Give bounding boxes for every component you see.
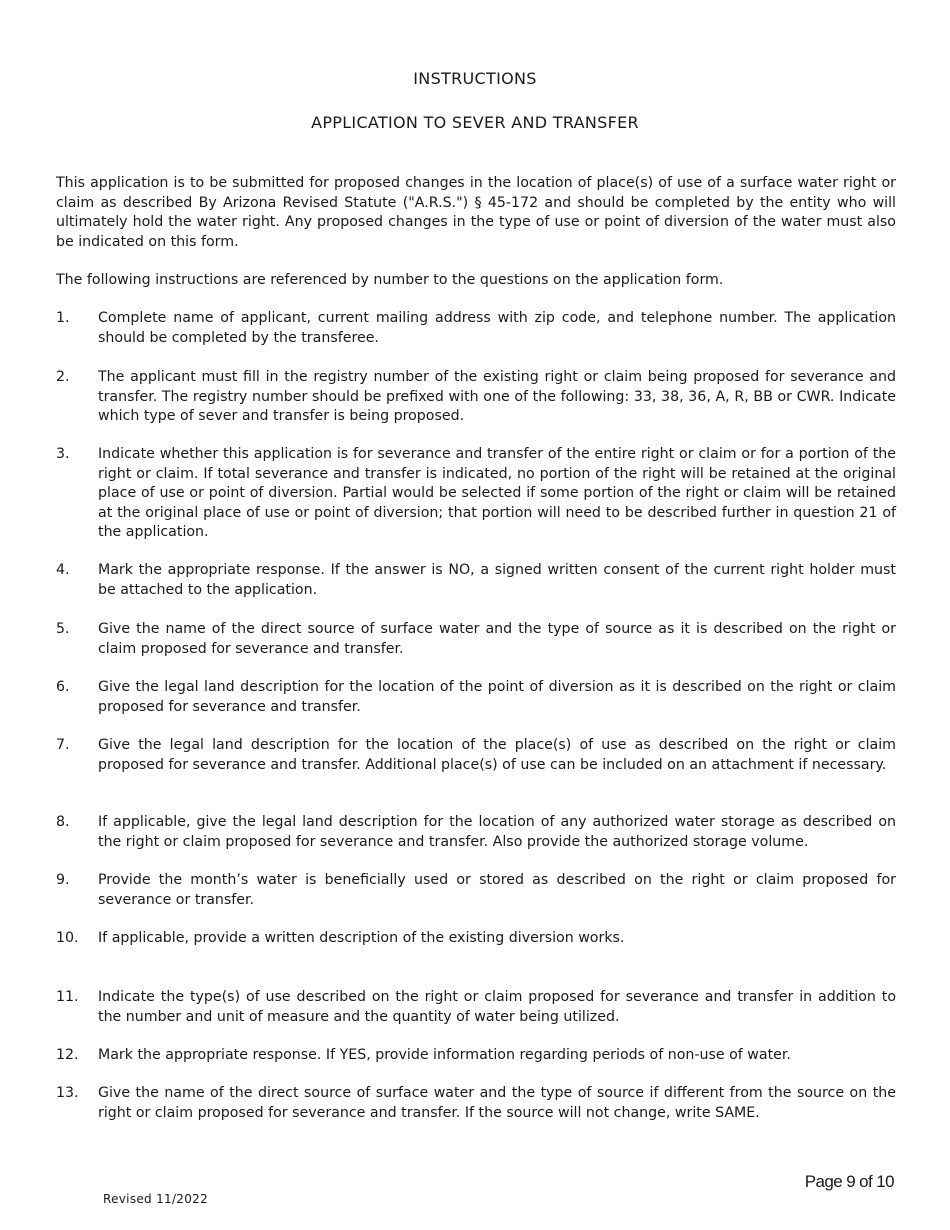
item-text: Complete name of applicant, current mailing address with zip code, and telephone number. The application should be completed by the transferee. (98, 310, 896, 346)
item-number: 11. (56, 989, 79, 1005)
item-text: Indicate the type(s) of use described on the right or claim proposed for severance and transfer in addition to the number and unit of measure and the quantity of water being utilized. (98, 989, 896, 1025)
instruction-item-9 (56, 871, 896, 910)
instruction-item-13 (56, 1084, 896, 1123)
item-text: Provide the month’s water is beneficially used or stored as described on the right or claim proposed for severance or transfer. (98, 872, 896, 908)
item-number: 12. (56, 1047, 79, 1063)
page-subtitle: APPLICATION TO SEVER AND TRANSFER (311, 113, 639, 132)
item-text: If applicable, provide a written description of the existing diversion works. (98, 930, 625, 946)
item-text: Give the legal land description for the location of the point of diversion as it is described on the right or claim proposed for severance and transfer. (98, 679, 896, 715)
item-number: 10. (56, 930, 79, 946)
instruction-item-4 (56, 561, 896, 600)
item-text: Give the name of the direct source of surface water and the type of source if different from the source on the right or claim proposed for severance and transfer. If the source will not change, write SAME. (98, 1085, 896, 1121)
item-number: 2. (56, 369, 70, 385)
instruction-item-5 (56, 620, 896, 659)
instruction-item-10 (56, 929, 896, 949)
instruction-item-7 (56, 736, 896, 775)
item-number: 13. (56, 1085, 79, 1101)
reference-note: The following instructions are referenced by number to the questions on the application form. (56, 272, 724, 288)
item-text: Indicate whether this application is for severance and transfer of the entire right or claim or for a portion of the right or claim. If total severance and transfer is indicated, no portion of the right will be retained at the original place of use or point of diversion. Partial would be selected if some portion of the right or claim will be retained at the original place of use or point of diversion; that portion will need to be described further in question 21 of the application. (98, 446, 896, 540)
item-text: If applicable, give the legal land description for the location of any authorized water storage as described on the right or claim proposed for severance and transfer. Also provide the authorized storage volume. (98, 814, 896, 850)
instruction-item-12 (56, 1046, 896, 1066)
instruction-item-1 (56, 309, 896, 348)
intro-paragraph: This application is to be submitted for proposed changes in the location of place(s) of use of a surface water right or claim as described By Arizona Revised Statute ("A.R.S.") § 45-172 and should be completed by the entity who will ultimately hold the water right. Any proposed changes in the type of use or point of diversion of the water must also be indicated on this form. (56, 175, 896, 250)
page-number: Page 9 of 10 (804, 1172, 894, 1191)
item-number: 3. (56, 446, 70, 462)
page-title: INSTRUCTIONS (413, 69, 537, 88)
item-text: The applicant must fill in the registry number of the existing right or claim being proposed for severance and transfer. The registry number should be prefixed with one of the following: 33, 38, 36, A, R, BB or CWR. Indicate which type of sever and transfer is being proposed. (98, 369, 896, 424)
instruction-item-6 (56, 678, 896, 717)
item-number: 9. (56, 872, 70, 888)
item-number: 6. (56, 679, 70, 695)
item-number: 8. (56, 814, 70, 830)
item-number: 1. (56, 310, 70, 326)
instruction-item-8 (56, 813, 896, 852)
item-number: 7. (56, 737, 70, 753)
revision-date: Revised 11/2022 (103, 1192, 209, 1206)
item-text: Mark the appropriate response. If YES, provide information regarding periods of non-use of water. (98, 1047, 791, 1063)
instruction-item-11 (56, 988, 896, 1027)
item-text: Mark the appropriate response. If the answer is NO, a signed written consent of the current right holder must be attached to the application. (98, 562, 896, 598)
instruction-item-2 (56, 368, 896, 427)
item-number: 5. (56, 621, 70, 637)
item-text: Give the name of the direct source of surface water and the type of source as it is described on the right or claim proposed for severance and transfer. (98, 621, 896, 657)
item-text: Give the legal land description for the location of the place(s) of use as described on the right or claim proposed for severance and transfer. Additional place(s) of use can be included on an attachment if necessary. (98, 737, 896, 773)
instruction-item-3 (56, 445, 896, 543)
item-number: 4. (56, 562, 70, 578)
